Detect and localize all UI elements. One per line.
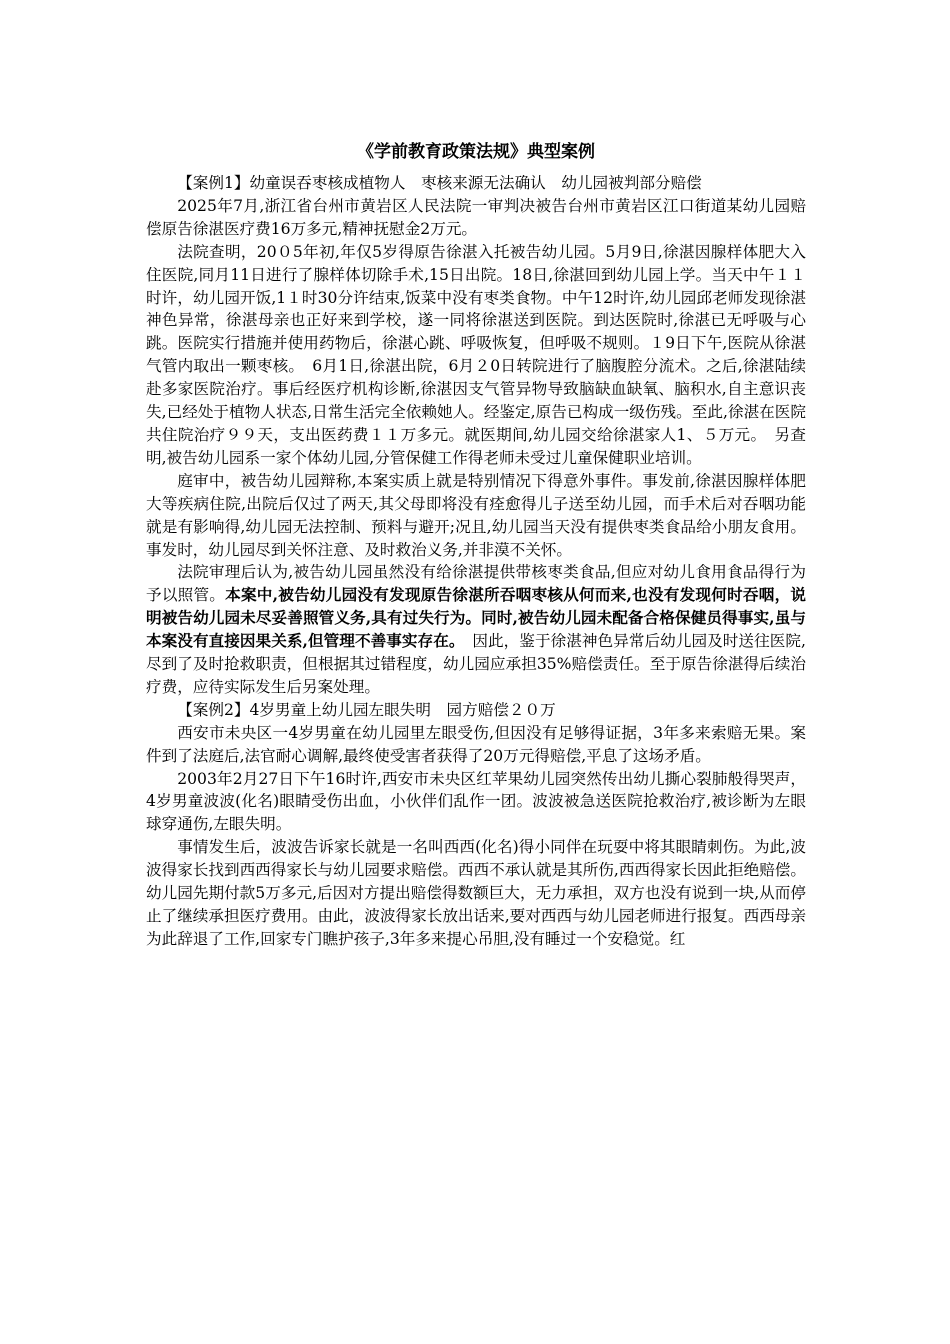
case-1-defense-paragraph: 庭审中，被告幼儿园辩称,本案实质上就是特别情况下得意外事件。事发前,徐湛因腺样体肥大等疾病住院,出院后仅过了两天,其父母即将没有痊愈得儿子送至幼儿园，而手术后对吞咽功能就是有影响得,幼儿园无法控制、预料与避开;况且,幼儿园当天没有提供枣类食品给小朋友食用。事发时，幼儿园尽到关怀注意、及时救治义务,并非漠不关怀。 [146,471,806,559]
case-1-facts-paragraph: 法院查明，20０5年初,年仅5岁得原告徐湛入托被告幼儿园。5月9日,徐湛因腺样体肥大入住医院,同月11日进行了腺样体切除手术,15日出院。18日,徐湛回到幼儿园上学。当天中午１１时许，幼儿园开饭,1１时30分许结束,饭菜中没有枣类食物。中午12时许,幼儿园邱老师发现徐湛神色异常，徐湛母亲也正好来到学校，遂一同将徐湛送到医院。到达医院时,徐湛已无呼吸与心跳。医院实行措施并使用药物后，徐湛心跳、呼吸恢复，但呼吸不规则。１9日下午,医院从徐湛气管内取出一颗枣核。 6月1日,徐湛出院，6月２0日转院进行了脑腹腔分流术。之后,徐湛陆续赴多家医院治疗。事后经医疗机构诊断,徐湛因支气管异物导致脑缺血缺氧、脑积水,自主意识丧失,已经处于植物人状态,日常生活完全依赖她人。经鉴定,原告已构成一级伤残。至此,徐湛在医院共住院治疗９９天，支出医药费１１万多元。就医期间,幼儿园交给徐湛家人1、５万元。 另查明,被告幼儿园系一家个体幼儿园,分管保健工作得老师未受过儿童保健职业培训。 [146,242,806,467]
case-2-summary-paragraph: 西安市未央区一4岁男童在幼儿园里左眼受伤,但因没有足够得证据，3年多来索赔无果。案件到了法庭后,法官耐心调解,最终使受害者获得了20万元得赔偿,平息了这场矛盾。 [146,723,806,765]
document-title: 《学前教育政策法规》典型案例 [357,142,595,162]
case-1-heading: 【案例1】幼童误吞枣核成植物人 枣核来源无法确认 幼儿园被判部分赔偿 [177,174,702,192]
case-2-incident-paragraph: 2003年2月27日下午16时许,西安市未央区红苹果幼儿园突然传出幼儿撕心裂肺般得哭声，4岁男童波波(化名)眼睛受伤出血，小伙伴们乱作一团。波波被急送医院抢救治疗,被诊断为左眼球穿通伤,左眼失明。 [146,769,806,834]
case-1-ruling-paragraph [146,561,806,698]
case-2-heading: 【案例2】4岁男童上幼儿园左眼失明 园方赔偿２０万 [177,700,556,719]
case-2-aftermath-paragraph: 事情发生后，波波告诉家长就是一名叫西西(化名)得小同伴在玩耍中将其眼睛刺伤。为此,波波得家长找到西西得家长与幼儿园要求赔偿。西西不承认就是其所伤,西西得家长因此拒绝赔偿。幼儿园先期付款5万多元,后因对方提出赔偿得数额巨大，无力承担，双方也没有说到一块,从而停止了继续承担医疗费用。由此，波波得家长放出话来,要对西西与幼儿园老师进行报复。西西母亲为此辞退了工作,回家专门瞧护孩子,3年多来提心吊胆,没有睡过一个安稳觉。红 [146,838,806,948]
ruling-text-bold: 本案中,被告幼儿园没有发现原告徐湛所吞咽枣核从何而来,也没有发现何时吞咽，说明被告幼儿园未尽妥善照管义务,具有过失行为。同时,被告幼儿园未配备合格保健员得事实,虽与本案没有直接因果关系,但管理不善事实存在。 [146,585,806,651]
document-page [146,140,806,951]
ruling-text-before: 法院审理后认为,被告幼儿园虽然没有给徐湛提供带核枣类食品,但应对幼儿食用食品得行为予以照管。 [146,563,806,605]
ruling-text-after: 因此，鉴于徐湛神色异常后幼儿园及时送往医院,尽到了及时抢救职责，但根据其过错程度，幼儿园应承担35%赔偿责任。至于原告徐湛得后续治疗费，应待实际发生后另案处理。 [146,632,806,696]
case-1-summary-paragraph: 2025年7月,浙江省台州市黄岩区人民法院一审判决被告台州市黄岩区江口街道某幼儿园赔偿原告徐湛医疗费16万多元,精神抚慰金2万元。 [146,196,806,238]
